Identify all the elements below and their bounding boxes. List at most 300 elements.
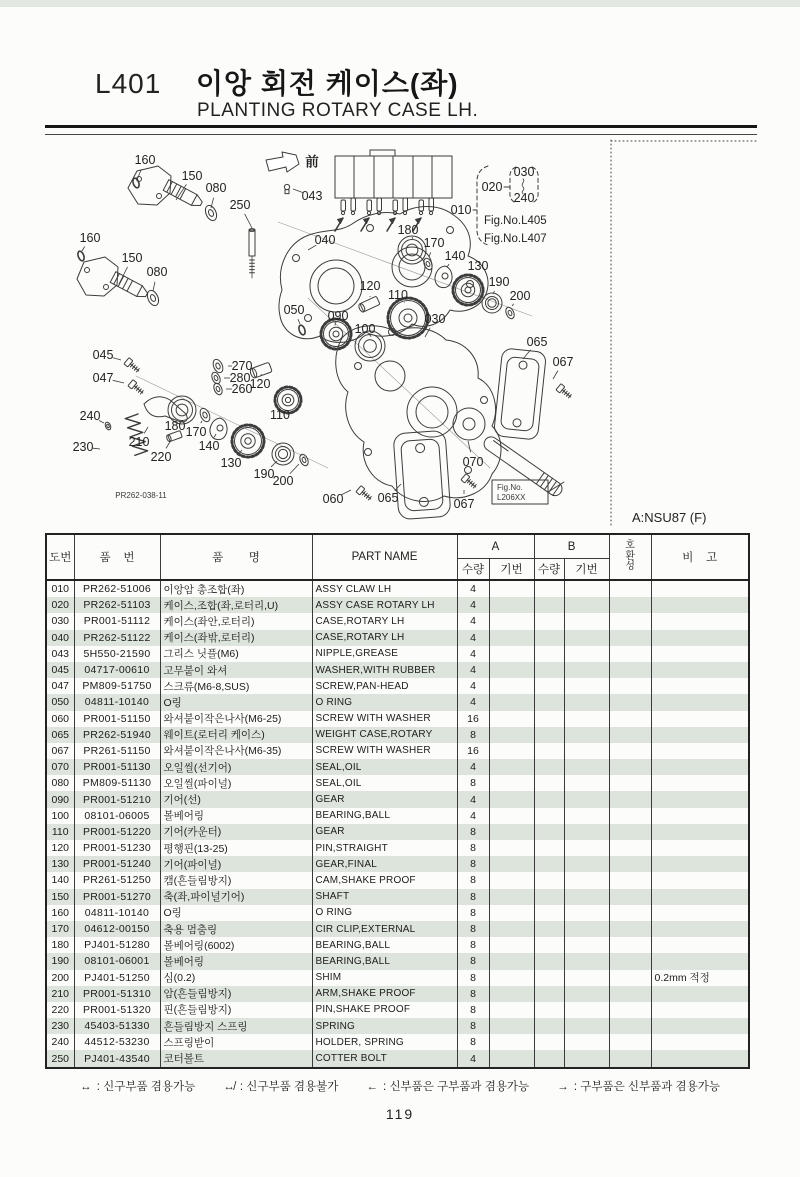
- cell-compat: [609, 613, 651, 629]
- cell-compat: [609, 791, 651, 807]
- part-callout-label: 120: [359, 279, 381, 293]
- cell-serial-b: [564, 580, 609, 597]
- cell-fig-no: 090: [46, 791, 74, 807]
- cell-qty-b: [534, 889, 564, 905]
- col-header-name-kr: 품 명: [160, 534, 312, 580]
- cell-part-name: GEAR: [312, 824, 457, 840]
- cell-qty-a: 8: [457, 856, 489, 872]
- cell-part-no: PJ401-51250: [74, 970, 160, 986]
- cell-part-no: PR001-51150: [74, 711, 160, 727]
- cell-serial-a: [489, 953, 534, 969]
- cell-part-no: PM809-51130: [74, 775, 160, 791]
- cell-fig-no: 100: [46, 808, 74, 824]
- part-callout-label: 170: [185, 425, 207, 439]
- cell-part-no: PR001-51230: [74, 840, 160, 856]
- cell-serial-b: [564, 791, 609, 807]
- part-callout-label: 160: [79, 231, 101, 245]
- part-callout-label: 190: [253, 467, 275, 481]
- cell-remark: [651, 646, 749, 662]
- cell-serial-b: [564, 597, 609, 613]
- part-callout-label: 050: [283, 303, 305, 317]
- cell-qty-a: 8: [457, 1002, 489, 1018]
- table-row: [46, 1034, 749, 1050]
- cell-part-name: GEAR: [312, 791, 457, 807]
- cell-serial-b: [564, 678, 609, 694]
- cell-serial-b: [564, 630, 609, 646]
- col-header-part-no: 품 번: [74, 534, 160, 580]
- table-row: [46, 937, 749, 953]
- table-row: [46, 986, 749, 1002]
- cell-remark: [651, 1050, 749, 1067]
- cell-qty-b: [534, 759, 564, 775]
- cell-name-kr: 기어(선): [160, 791, 312, 807]
- cell-serial-b: [564, 856, 609, 872]
- cell-fig-no: 067: [46, 743, 74, 759]
- parts-table: [45, 533, 750, 1069]
- cell-compat: [609, 775, 651, 791]
- cell-remark: [651, 953, 749, 969]
- cell-remark: [651, 711, 749, 727]
- cell-fig-no: 180: [46, 937, 74, 953]
- cell-qty-b: [534, 580, 564, 597]
- cell-name-kr: 심(0.2): [160, 970, 312, 986]
- table-row: [46, 840, 749, 856]
- cell-qty-b: [534, 613, 564, 629]
- cell-part-name: COTTER BOLT: [312, 1050, 457, 1067]
- part-callout-label: 280: [229, 371, 251, 385]
- cell-remark: 0.2mm 적정: [651, 970, 749, 986]
- cell-serial-a: [489, 580, 534, 597]
- cell-part-no: PR001-51240: [74, 856, 160, 872]
- cell-part-name: SEAL,OIL: [312, 775, 457, 791]
- cell-remark: [651, 808, 749, 824]
- cell-qty-b: [534, 905, 564, 921]
- parts-table-header: [46, 534, 749, 580]
- cell-name-kr: 캠(흔들림방지): [160, 872, 312, 888]
- cell-compat: [609, 905, 651, 921]
- cell-name-kr: 고무붙이 와셔: [160, 662, 312, 678]
- col-header-serial-a: 기번: [489, 559, 534, 581]
- cell-remark: [651, 872, 749, 888]
- cell-name-kr: 스크류(M6-8,SUS): [160, 678, 312, 694]
- table-row: [46, 662, 749, 678]
- cell-serial-a: [489, 1034, 534, 1050]
- part-callout-label: 100: [354, 322, 376, 336]
- table-row: [46, 711, 749, 727]
- cell-compat: [609, 1002, 651, 1018]
- cell-remark: [651, 743, 749, 759]
- cell-name-kr: 오일씰(파이널): [160, 775, 312, 791]
- cell-serial-b: [564, 824, 609, 840]
- cell-qty-b: [534, 597, 564, 613]
- cell-part-no: PR001-51320: [74, 1002, 160, 1018]
- part-callout-label: 200: [272, 474, 294, 488]
- cell-part-name: SHAFT: [312, 889, 457, 905]
- cell-serial-b: [564, 775, 609, 791]
- cell-serial-b: [564, 646, 609, 662]
- cell-part-name: BEARING,BALL: [312, 937, 457, 953]
- table-row: [46, 856, 749, 872]
- table-row: [46, 580, 749, 597]
- cell-name-kr: 볼베어링: [160, 808, 312, 824]
- cell-qty-a: 4: [457, 662, 489, 678]
- cell-part-name: PIN,STRAIGHT: [312, 840, 457, 856]
- cell-compat: [609, 711, 651, 727]
- cell-name-kr: 와셔붙이작은나사(M6-25): [160, 711, 312, 727]
- cell-remark: [651, 613, 749, 629]
- cell-part-name: CIR CLIP,EXTERNAL: [312, 921, 457, 937]
- cell-fig-no: 230: [46, 1018, 74, 1034]
- part-callout-label: 065: [526, 335, 548, 349]
- cell-fig-no: 065: [46, 727, 74, 743]
- cell-compat: [609, 1050, 651, 1067]
- cell-fig-no: 140: [46, 872, 74, 888]
- cell-fig-no: 045: [46, 662, 74, 678]
- cell-serial-b: [564, 694, 609, 710]
- cell-fig-no: 030: [46, 613, 74, 629]
- cell-part-name: HOLDER, SPRING: [312, 1034, 457, 1050]
- cell-remark: [651, 775, 749, 791]
- part-callout-label: 040: [314, 233, 336, 247]
- cell-qty-b: [534, 970, 564, 986]
- cell-name-kr: 와셔붙이작은나사(M6-35): [160, 743, 312, 759]
- cell-part-no: PR001-51112: [74, 613, 160, 629]
- cell-part-no: PR261-51250: [74, 872, 160, 888]
- part-callout-label: 150: [121, 251, 143, 265]
- cell-fig-no: 020: [46, 597, 74, 613]
- washer-070: [453, 408, 485, 440]
- cell-qty-a: 8: [457, 905, 489, 921]
- cell-compat: [609, 694, 651, 710]
- cell-serial-b: [564, 1050, 609, 1067]
- cell-qty-b: [534, 743, 564, 759]
- cell-remark: [651, 889, 749, 905]
- cell-compat: [609, 1034, 651, 1050]
- cell-serial-a: [489, 597, 534, 613]
- front-arrow-icon: [266, 152, 299, 172]
- cell-serial-a: [489, 613, 534, 629]
- col-header-part-name: PART NAME: [312, 534, 457, 580]
- cell-serial-a: [489, 630, 534, 646]
- compatibility-legend: [0, 1078, 800, 1094]
- cell-remark: [651, 937, 749, 953]
- cell-serial-b: [564, 727, 609, 743]
- cell-qty-a: 4: [457, 678, 489, 694]
- cell-part-name: SHIM: [312, 970, 457, 986]
- cell-name-kr: 케이스,조합(좌,로터리,U): [160, 597, 312, 613]
- cell-name-kr: 기어(파이널): [160, 856, 312, 872]
- cell-qty-a: 8: [457, 840, 489, 856]
- cell-qty-b: [534, 1050, 564, 1067]
- cell-part-no: PR262-51940: [74, 727, 160, 743]
- cell-serial-a: [489, 1050, 534, 1067]
- table-row: [46, 1002, 749, 1018]
- cell-remark: [651, 921, 749, 937]
- claw-assembly-schematic: [335, 150, 452, 198]
- bracket-range-from: 030: [513, 165, 535, 179]
- cell-fig-no: 170: [46, 921, 74, 937]
- part-callout-label: 043: [301, 189, 323, 203]
- cell-compat: [609, 840, 651, 856]
- cell-qty-a: 4: [457, 613, 489, 629]
- legend-item: [366, 1078, 529, 1094]
- cell-part-name: ARM,SHAKE PROOF: [312, 986, 457, 1002]
- cell-remark: [651, 727, 749, 743]
- bracket-range-to: 240: [513, 191, 535, 205]
- cell-qty-a: 8: [457, 937, 489, 953]
- cell-fig-no: 070: [46, 759, 74, 775]
- table-row: [46, 759, 749, 775]
- part-callout-label: 180: [397, 223, 419, 237]
- cell-qty-b: [534, 808, 564, 824]
- cell-fig-no: 120: [46, 840, 74, 856]
- table-row: [46, 646, 749, 662]
- cell-part-name: CAM,SHAKE PROOF: [312, 872, 457, 888]
- cell-serial-b: [564, 1034, 609, 1050]
- cell-qty-a: 8: [457, 1034, 489, 1050]
- model-note: A:NSU87 (F): [632, 510, 707, 525]
- cell-serial-b: [564, 872, 609, 888]
- cell-serial-a: [489, 791, 534, 807]
- cell-serial-b: [564, 1002, 609, 1018]
- cell-serial-b: [564, 970, 609, 986]
- cell-remark: [651, 678, 749, 694]
- cell-name-kr: 축(좌,파이널기어): [160, 889, 312, 905]
- cell-qty-a: 4: [457, 1050, 489, 1067]
- cell-remark: [651, 759, 749, 775]
- front-direction-label: 前: [305, 154, 319, 170]
- table-row: [46, 872, 749, 888]
- cell-serial-a: [489, 743, 534, 759]
- cell-serial-a: [489, 678, 534, 694]
- col-header-compat: 호 환 성: [609, 534, 651, 580]
- cell-serial-a: [489, 1018, 534, 1034]
- cell-qty-a: 8: [457, 727, 489, 743]
- part-callout-label: 080: [146, 265, 168, 279]
- cell-serial-a: [489, 905, 534, 921]
- cell-remark: [651, 1034, 749, 1050]
- cell-part-name: SCREW WITH WASHER: [312, 711, 457, 727]
- cell-compat: [609, 824, 651, 840]
- page-number: 119: [385, 1106, 415, 1122]
- cell-part-name: SPRING: [312, 1018, 457, 1034]
- cell-part-no: 44512-53230: [74, 1034, 160, 1050]
- part-callout-label: 260: [231, 382, 253, 396]
- cell-qty-a: 8: [457, 872, 489, 888]
- legend-item: [223, 1078, 338, 1094]
- cell-compat: [609, 678, 651, 694]
- part-callout-label: 067: [552, 355, 574, 369]
- bracket-main-label: 010: [450, 203, 472, 217]
- cell-qty-a: 8: [457, 970, 489, 986]
- exploded-parts-diagram: [40, 138, 760, 530]
- cell-serial-b: [564, 937, 609, 953]
- cell-compat: [609, 970, 651, 986]
- cell-qty-b: [534, 662, 564, 678]
- cell-serial-b: [564, 759, 609, 775]
- part-callout-label: 067: [453, 497, 475, 511]
- cell-remark: [651, 630, 749, 646]
- part-callout-label: 230: [72, 440, 94, 454]
- legend-text: : 신구부품 겸용불가: [236, 1081, 339, 1093]
- cell-serial-a: [489, 808, 534, 824]
- cell-name-kr: 이앙암 총조합(좌): [160, 580, 312, 597]
- cell-part-name: WEIGHT CASE,ROTARY: [312, 727, 457, 743]
- cell-part-name: BEARING,BALL: [312, 808, 457, 824]
- cell-fig-no: 160: [46, 905, 74, 921]
- cell-fig-no: 080: [46, 775, 74, 791]
- cell-part-no: PR001-51310: [74, 986, 160, 1002]
- part-callout-label: 140: [198, 439, 220, 453]
- cell-fig-no: 043: [46, 646, 74, 662]
- cell-serial-b: [564, 1018, 609, 1034]
- legend-item: [80, 1078, 195, 1094]
- cell-name-kr: 케이스(좌밖,로터리): [160, 630, 312, 646]
- drawing-number: PR262-038-11: [115, 491, 167, 500]
- cell-compat: [609, 953, 651, 969]
- cell-part-no: 08101-06005: [74, 808, 160, 824]
- part-callout-label: 080: [205, 181, 227, 195]
- cell-serial-b: [564, 953, 609, 969]
- cell-serial-b: [564, 613, 609, 629]
- cell-part-name: ASSY CASE ROTARY LH: [312, 597, 457, 613]
- part-callout-label: 140: [444, 249, 466, 263]
- cell-qty-a: 4: [457, 597, 489, 613]
- cell-part-name: ASSY CLAW LH: [312, 580, 457, 597]
- cell-compat: [609, 662, 651, 678]
- cell-qty-a: 8: [457, 1018, 489, 1034]
- cell-remark: [651, 580, 749, 597]
- cell-qty-b: [534, 1018, 564, 1034]
- cell-fig-no: 240: [46, 1034, 74, 1050]
- cell-fig-no: 150: [46, 889, 74, 905]
- page-title-korean: 이앙 회전 케이스(좌): [196, 68, 459, 99]
- part-callout-label: 047: [92, 371, 114, 385]
- part-callout-label: 065: [377, 491, 399, 505]
- cell-name-kr: 평행핀(13-25): [160, 840, 312, 856]
- cell-remark: [651, 986, 749, 1002]
- cell-part-name: O RING: [312, 694, 457, 710]
- bracket-fig2: Fig.No.L407: [484, 233, 547, 245]
- part-callout-label: 160: [134, 153, 156, 167]
- fig-ref-line1: Fig.No.: [497, 483, 523, 492]
- cell-part-no: PJ401-43540: [74, 1050, 160, 1067]
- col-header-remarks: 비 고: [651, 534, 749, 580]
- cell-compat: [609, 727, 651, 743]
- table-row: [46, 953, 749, 969]
- legend-text: : 신부품은 구부품과 겸용가능: [379, 1081, 530, 1093]
- cell-part-name: BEARING,BALL: [312, 953, 457, 969]
- bracket-fig1: Fig.No.L405: [484, 215, 547, 227]
- cell-serial-a: [489, 711, 534, 727]
- cell-compat: [609, 808, 651, 824]
- cell-qty-b: [534, 872, 564, 888]
- cell-compat: [609, 921, 651, 937]
- part-callout-label: 060: [322, 492, 344, 506]
- part-callout-label: 150: [181, 169, 203, 183]
- cell-serial-a: [489, 840, 534, 856]
- cell-qty-b: [534, 840, 564, 856]
- part-callout-label: 200: [509, 289, 531, 303]
- rotary-case-outer: [279, 207, 488, 343]
- cell-qty-b: [534, 953, 564, 969]
- table-row: [46, 743, 749, 759]
- part-callout-label: 180: [164, 419, 186, 433]
- table-row: [46, 630, 749, 646]
- cell-part-no: 04811-10140: [74, 694, 160, 710]
- part-callout-label: 110: [270, 408, 290, 422]
- cell-name-kr: 케이스(좌안,로터리): [160, 613, 312, 629]
- table-row: [46, 694, 749, 710]
- cell-qty-b: [534, 694, 564, 710]
- cell-remark: [651, 662, 749, 678]
- cell-compat: [609, 759, 651, 775]
- cell-qty-a: 4: [457, 630, 489, 646]
- cell-qty-a: 16: [457, 711, 489, 727]
- cell-qty-a: 4: [457, 759, 489, 775]
- cell-compat: [609, 872, 651, 888]
- cell-name-kr: 그리스 닛플(M6): [160, 646, 312, 662]
- cell-part-no: PR001-51270: [74, 889, 160, 905]
- cell-qty-a: 8: [457, 889, 489, 905]
- final-shaft: [481, 434, 564, 498]
- cell-part-name: GEAR,FINAL: [312, 856, 457, 872]
- table-row: [46, 905, 749, 921]
- cell-name-kr: 흔들림방지 스프링: [160, 1018, 312, 1034]
- table-row: [46, 1018, 749, 1034]
- cell-part-no: PJ401-51280: [74, 937, 160, 953]
- cell-qty-b: [534, 775, 564, 791]
- cell-name-kr: 볼베어링(6002): [160, 937, 312, 953]
- page-title-english: PLANTING ROTARY CASE LH.: [197, 100, 479, 121]
- part-callout-label: 240: [79, 409, 101, 423]
- cell-part-no: PR261-51150: [74, 743, 160, 759]
- cell-qty-a: 4: [457, 694, 489, 710]
- cell-part-no: PR001-51210: [74, 791, 160, 807]
- cell-serial-a: [489, 937, 534, 953]
- cell-qty-b: [534, 824, 564, 840]
- cell-serial-b: [564, 743, 609, 759]
- part-callout-label: 210: [128, 435, 150, 449]
- cell-serial-a: [489, 921, 534, 937]
- cell-qty-b: [534, 921, 564, 937]
- cell-name-kr: 웨이트(로터리 케이스): [160, 727, 312, 743]
- table-row: [46, 889, 749, 905]
- cell-remark: [651, 1002, 749, 1018]
- part-callout-label: 270: [231, 359, 253, 373]
- cell-remark: [651, 694, 749, 710]
- cell-name-kr: 코터볼트: [160, 1050, 312, 1067]
- cell-part-no: PR001-51130: [74, 759, 160, 775]
- cell-remark: [651, 597, 749, 613]
- legend-symbol-icon: →: [557, 1081, 569, 1093]
- cell-name-kr: 핀(흔들림방지): [160, 1002, 312, 1018]
- part-callout-label: 110: [388, 288, 408, 302]
- cell-serial-b: [564, 711, 609, 727]
- table-row: [46, 824, 749, 840]
- cell-remark: [651, 791, 749, 807]
- cell-part-no: 04811-10140: [74, 905, 160, 921]
- cell-name-kr: 오일씰(선기어): [160, 759, 312, 775]
- cell-serial-a: [489, 775, 534, 791]
- cell-qty-b: [534, 986, 564, 1002]
- cell-fig-no: 210: [46, 986, 74, 1002]
- cell-name-kr: 암(흔들림방지): [160, 986, 312, 1002]
- cell-remark: [651, 1018, 749, 1034]
- cell-remark: [651, 840, 749, 856]
- cell-name-kr: 스프링받이: [160, 1034, 312, 1050]
- part-callout-label: 130: [467, 259, 489, 273]
